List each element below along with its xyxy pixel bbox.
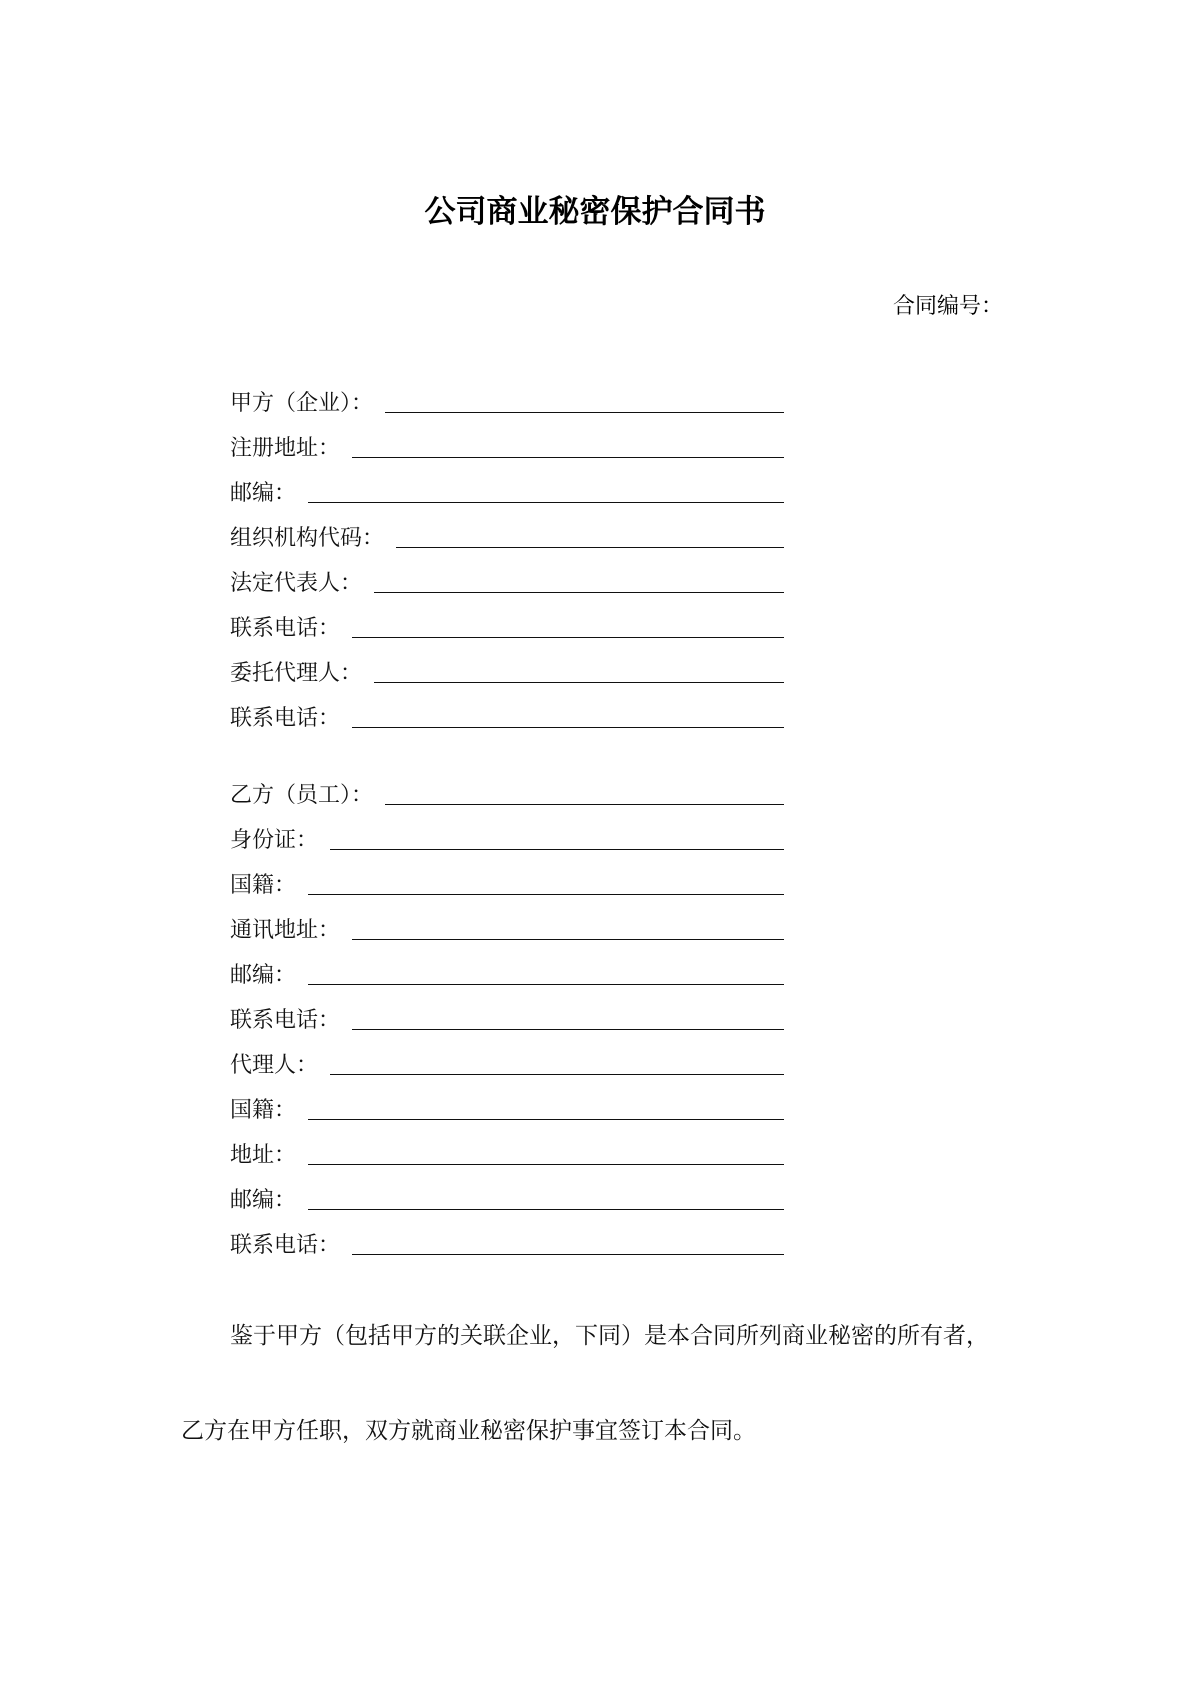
field-label: 联系电话： (230, 706, 341, 731)
party-a-postcode-field[interactable] (308, 481, 784, 503)
party-b-agent-nationality-field[interactable] (308, 1098, 784, 1120)
party-a-phone-row (230, 612, 784, 644)
field-label: 邮编： (230, 1188, 297, 1213)
party-a-postcode-row (230, 477, 784, 509)
field-label: 甲方（企业）： (230, 391, 374, 416)
field-label: 联系电话： (230, 1008, 341, 1033)
party-a-phone-field[interactable] (352, 616, 784, 638)
preamble-line-2: 乙方在甲方任职，双方就商业秘密保护事宜签订本合同。 (181, 1418, 756, 1444)
party-a-legal-rep-field[interactable] (374, 571, 784, 593)
party-b-agent-nationality-row (230, 1094, 784, 1126)
party-a-registered-address-field[interactable] (352, 436, 784, 458)
field-label: 国籍： (230, 873, 297, 898)
party-a-registered-address-row (230, 432, 784, 464)
field-label: 委托代理人： (230, 661, 363, 686)
field-label: 联系电话： (230, 1233, 341, 1258)
party-b-phone-field[interactable] (352, 1008, 784, 1030)
party-a-agent-phone-row (230, 702, 784, 734)
party-a-name-field[interactable] (385, 391, 784, 413)
field-label: 邮编： (230, 481, 297, 506)
party-b-agent-postcode-field[interactable] (308, 1188, 784, 1210)
field-label: 通讯地址： (230, 918, 341, 943)
party-a-name-row (230, 387, 784, 419)
party-a-agent-row (230, 657, 784, 689)
party-b-agent-address-row (230, 1139, 784, 1171)
party-b-agent-postcode-row (230, 1184, 784, 1216)
document-title: 公司商业秘密保护合同书 (424, 194, 766, 230)
party-a-agent-field[interactable] (374, 661, 784, 683)
party-b-agent-row (230, 1049, 784, 1081)
party-b-postcode-field[interactable] (308, 963, 784, 985)
party-b-name-field[interactable] (385, 783, 784, 805)
party-b-nationality-row (230, 869, 784, 901)
field-label: 乙方（员工）： (230, 783, 374, 808)
party-a-agent-phone-field[interactable] (352, 706, 784, 728)
party-a-legal-rep-row (230, 567, 784, 599)
party-b-mailing-address-field[interactable] (352, 918, 784, 940)
field-label: 组织机构代码： (230, 526, 385, 551)
party-b-phone-row (230, 1004, 784, 1036)
party-a-org-code-field[interactable] (396, 526, 784, 548)
party-b-agent-field[interactable] (330, 1053, 784, 1075)
field-label: 注册地址： (230, 436, 341, 461)
party-a-org-code-row (230, 522, 784, 554)
party-b-nationality-field[interactable] (308, 873, 784, 895)
party-b-agent-phone-field[interactable] (352, 1233, 784, 1255)
field-label: 地址： (230, 1143, 297, 1168)
party-b-id-card-field[interactable] (330, 828, 784, 850)
party-b-agent-address-field[interactable] (308, 1143, 784, 1165)
preamble-line-1: 鉴于甲方（包括甲方的关联企业，下同）是本合同所列商业秘密的所有者， (230, 1323, 989, 1349)
field-label: 法定代表人： (230, 571, 363, 596)
field-label: 国籍： (230, 1098, 297, 1123)
party-b-postcode-row (230, 959, 784, 991)
party-b-name-row (230, 779, 784, 811)
party-b-mailing-address-row (230, 914, 784, 946)
field-label: 代理人： (230, 1053, 319, 1078)
party-b-id-card-row (230, 824, 784, 856)
field-label: 联系电话： (230, 616, 341, 641)
field-label: 邮编： (230, 963, 297, 988)
contract-number-label: 合同编号： (893, 294, 1004, 319)
party-b-agent-phone-row (230, 1229, 784, 1261)
field-label: 身份证： (230, 828, 319, 853)
